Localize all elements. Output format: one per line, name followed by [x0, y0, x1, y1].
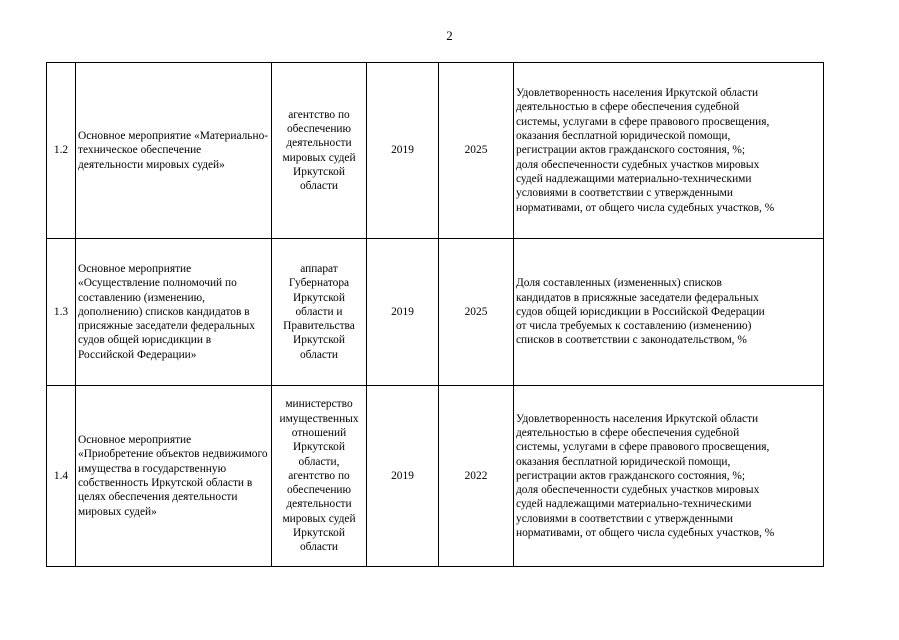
- indicator-line: оказания бесплатной юридической помощи,: [516, 130, 731, 143]
- indicator-line: доля обеспеченности судебных участков мировых: [516, 484, 760, 497]
- indicator-line: условиями в соответствии с утвержденными: [516, 512, 733, 525]
- indicator-line: судей надлежащими материально-техническими: [516, 172, 752, 185]
- indicator-line: Удовлетворенность населения Иркутской области: [516, 87, 759, 100]
- activity-name: Основное мероприятие «Осуществление полномочий по составлению (изменению, дополнению) списков кандидатов в присяжные заседатели федеральных судов общей юрисдикции в Российской Федерации»: [76, 239, 272, 386]
- indicator-line: списков в соответствии с законодательством, %: [516, 334, 747, 347]
- indicator-line: условиями в соответствии с утвержденными: [516, 187, 733, 200]
- row-number: 1.3: [47, 239, 76, 386]
- start-year: 2019: [367, 386, 439, 567]
- executor: агентство по обеспечению деятельности мировых судей Иркутской области: [272, 63, 367, 239]
- page-number: 2: [446, 28, 453, 43]
- executor: аппарат Губернатора Иркутской области и Правительства Иркутской области: [272, 239, 367, 386]
- indicator-line: судов общей юрисдикции в Российской Федерации: [516, 305, 765, 318]
- indicator-line: Доля составленных (измененных) списков: [516, 277, 722, 290]
- indicator-line: кандидатов в присяжные заседатели федеральных: [516, 291, 759, 304]
- indicator-line: регистрации актов гражданского состояния, %;: [516, 469, 746, 482]
- activity-name: Основное мероприятие «Материально-техническое обеспечение деятельности мировых судей»: [76, 63, 272, 239]
- end-year: 2025: [439, 239, 514, 386]
- target-indicator: [514, 239, 824, 386]
- row-number: 1.4: [47, 386, 76, 567]
- end-year: 2025: [439, 63, 514, 239]
- executor: министерство имущественных отношений Иркутской области, агентство по обеспечению деятельности мировых судей Иркутской области: [272, 386, 367, 567]
- indicator-line: деятельностью в сфере обеспечения судебной: [516, 101, 740, 114]
- indicator-line: системы, услугами в сфере правового просвещения,: [516, 115, 770, 128]
- indicator-line: регистрации актов гражданского состояния, %;: [516, 144, 746, 157]
- indicator-line: оказания бесплатной юридической помощи,: [516, 455, 731, 468]
- start-year: 2019: [367, 239, 439, 386]
- indicator-line: от числа требуемых к составлению (изменению): [516, 320, 752, 333]
- indicator-line: нормативами, от общего числа судебных участков, %: [516, 527, 775, 540]
- row-number: 1.2: [47, 63, 76, 239]
- indicator-line: нормативами, от общего числа судебных участков, %: [516, 201, 775, 214]
- program-activities-table: [46, 62, 824, 567]
- indicator-line: деятельностью в сфере обеспечения судебной: [516, 426, 740, 439]
- indicator-line: системы, услугами в сфере правового просвещения,: [516, 441, 770, 454]
- indicator-line: Удовлетворенность населения Иркутской области: [516, 412, 759, 425]
- table-row: [47, 386, 824, 567]
- target-indicator: [514, 386, 824, 567]
- activity-name: Основное мероприятие «Приобретение объектов недвижимого имущества в государственную собственность Иркутской области в целях обеспечения деятельности мировых судей»: [76, 386, 272, 567]
- indicator-line: доля обеспеченности судебных участков мировых: [516, 158, 760, 171]
- start-year: 2019: [367, 63, 439, 239]
- table-row: [47, 63, 824, 239]
- table-row: [47, 239, 824, 386]
- target-indicator: [514, 63, 824, 239]
- indicator-line: судей надлежащими материально-техническими: [516, 498, 752, 511]
- end-year: 2022: [439, 386, 514, 567]
